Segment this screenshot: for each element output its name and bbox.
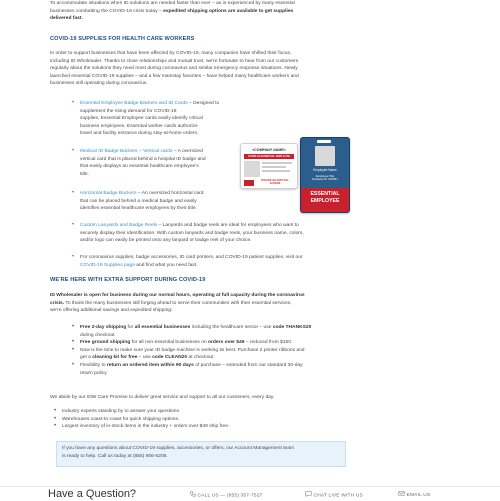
promise-text: We abide by our IDW Care Promise to deliver great service and support to all our customers, every day. [50, 395, 275, 400]
section1-line: businesses still operating during coronavirus. [50, 81, 148, 87]
list-item [72, 190, 230, 213]
product-list [72, 190, 230, 213]
bullet-icon: • [54, 423, 57, 430]
product-desc: – An oversized horizontal card [137, 191, 204, 196]
covid-supplies-link[interactable]: COVID-19 Supplies page [80, 262, 135, 268]
callout-text [62, 445, 342, 460]
badge-photo-placeholder [315, 146, 335, 166]
intro-paragraph [50, 0, 370, 23]
lanyards-link[interactable]: Custom Lanyards and Badge Reels [80, 223, 158, 228]
product-desc: vertical card that is placed behind a hospital ID badge and [80, 156, 206, 162]
section1-line: In order to support businesses that have been affected by COVID-19, many companies have shifted their focus, [50, 51, 292, 56]
callout-line: If you have any questions about COVID-19 supplies, accessories, or offers, our Account Management team [62, 446, 295, 451]
promise-item: Industry experts standing by to answer your questions. [62, 409, 181, 414]
bullet-icon: • [72, 324, 75, 330]
list-item [54, 408, 352, 416]
intro-line: businesses combatting the COVID-19 crisis today – [50, 8, 162, 14]
bullet-icon: • [54, 415, 57, 422]
offer-text: – reduced from $150 [244, 340, 291, 346]
product-desc: – Designed to supplement the rising demand for COVID-19 [80, 101, 220, 114]
badge-line [262, 170, 290, 172]
offer-text: Free 2-day shipping [80, 325, 127, 330]
badge-employee-id: Employee ID: 1234567 [312, 178, 338, 181]
intro-line: To accommodate situations when ID solutions are needed faster than ever – as is experienced by many essential [50, 1, 295, 6]
list-item [72, 361, 370, 377]
call-us-label: CALL US — (855) 357-7527 [197, 493, 263, 499]
footer-bar [0, 486, 500, 501]
offer-text: Flexibility to [80, 362, 107, 368]
badge-employee-title: Employee Title [315, 174, 335, 178]
list-item [72, 100, 230, 138]
section1-line: including ID Wholesaler. Thanks to close relationships and mutual trust, we're fortunate to hear from our customers [50, 58, 299, 64]
bullet-icon: • [72, 190, 75, 196]
promise-item: Warehouses coast-to-coast for quick shipping options. [62, 416, 180, 422]
bullet-icon: • [72, 100, 75, 106]
list-item [72, 148, 230, 178]
product-list [72, 222, 370, 245]
offer-text: – use [137, 355, 153, 361]
intro-bold: delivered fast. [50, 16, 83, 22]
product-desc: that easily displays an essential healthcare employee's [80, 164, 199, 170]
badge-big-text: ESSENTIAL [310, 191, 340, 197]
section-heading-extra-support: WE'RE HERE WITH EXTRA SUPPORT DURING COVID-19 [50, 277, 206, 283]
product-desc: travel and facility entrance during stay-at-home orders. [80, 131, 199, 137]
offer-text: get a [80, 355, 93, 361]
email-label: EMAIL US [406, 492, 431, 498]
offer-text: all essential businesses [134, 325, 191, 330]
product-desc: and find what you need fast. [136, 262, 198, 268]
vertical-badge-image [300, 137, 350, 213]
product-list [72, 148, 230, 178]
list-item [54, 423, 352, 431]
offer-text: return policy [80, 370, 107, 376]
offer-text: for [126, 325, 135, 330]
envelope-icon [398, 491, 405, 498]
offer-text: orders over $49 [208, 340, 245, 346]
essential-employee-link[interactable]: Essential Employee Badge Backers and ID Cards [80, 101, 188, 106]
badge-employee-name: Employee Name [313, 168, 337, 172]
chat-icon [305, 491, 312, 499]
product-desc: – Lanyards and badge reels are ideal for employees who want to [158, 223, 299, 228]
product-desc: and/or logo can easily be printed onto any lanyard or badge reel of your choice. [80, 238, 252, 244]
list-item [72, 254, 380, 269]
offer-text: at checkout [187, 355, 214, 361]
callout-box [56, 441, 346, 467]
product-desc: For coronavirus supplies, badge accessories, ID card printers, and COVID-19 patient supplies, visit our [80, 255, 303, 260]
bullet-icon: • [72, 346, 75, 353]
section2-bold: crisis. [50, 300, 65, 306]
section1-line: launched essential COVID-19 supplies – and a few mainstay favorites – have helped many healthcare workers and [50, 73, 299, 79]
section2-paragraph [50, 292, 380, 315]
badge-photo-placeholder [244, 161, 260, 177]
offer-text: of purchase – extended from our standard 30-day [193, 362, 303, 368]
product-desc: business employees. Essential worker cards authorize [80, 123, 198, 129]
bullet-icon: • [72, 339, 75, 346]
list-item [72, 222, 370, 245]
list-item [72, 324, 370, 339]
badge-line [262, 166, 286, 168]
section1-line: regularly about the solutions they need most during coronavirus and similar emergency response situations. Newly [50, 66, 298, 72]
product-desc: securely display their identification. With custom lanyards and badge reels, your business name, colors, [80, 230, 304, 236]
phone-icon [190, 491, 196, 499]
product-desc: that can be placed behind a medical badge and easily [80, 198, 197, 204]
offer-text: Now is the time to make sure your ID badge machine is working its best. Purchase 2 printer ribbons and [80, 347, 305, 353]
offer-text: including the healthcare sector – use [190, 325, 273, 330]
offer-text: Free ground shipping [80, 340, 131, 346]
bullet-icon: • [72, 254, 75, 260]
list-item [72, 339, 370, 347]
list-item [54, 415, 352, 424]
section2-text: To thank the many businesses still forging ahead to serve their communities with their essential services, [65, 300, 292, 306]
product-list [72, 254, 380, 269]
chat-label: CHAT LIVE WITH US [313, 493, 363, 499]
email-link[interactable] [398, 491, 430, 498]
product-list [72, 100, 230, 138]
callout-line: is ready to help. Call us today at (855) 906-5205. [62, 453, 168, 459]
horizontal-badge-image [240, 143, 298, 189]
offer-text: during checkout [80, 332, 115, 338]
badge-logo [244, 180, 254, 186]
horizontal-badge-link[interactable]: Horizontal Badge Backers [80, 191, 137, 196]
chat-link[interactable] [305, 491, 363, 499]
product-desc: identifies essential healthcare employees by their title. [80, 206, 197, 212]
offers-list [72, 324, 370, 377]
list-item [72, 346, 370, 362]
product-desc: supplies, Essential Employee cards easily identify critical [80, 116, 203, 122]
badge-line [262, 162, 292, 164]
offer-text: for all non-essential businesses on [130, 340, 209, 346]
promise-item: Largest inventory of in-stock items in the industry + orders over $49 ship free. [62, 424, 230, 430]
bullet-icon: • [72, 222, 75, 228]
section1-paragraph [50, 50, 370, 88]
offer-text: code CLEAN20 [152, 355, 188, 361]
bullet-icon: • [72, 361, 75, 368]
badge-slot [317, 140, 331, 143]
offer-text: code THANKS20 [272, 325, 312, 330]
intro-bold: expedited shipping options are available to get supplies [163, 8, 294, 14]
section-heading-covid-supplies: COVID-19 SUPPLIES FOR HEALTH CARE WORKERS [50, 36, 195, 42]
promise-list [54, 408, 352, 431]
badge-big-text: EMPLOYEE [310, 198, 340, 204]
product-desc: title. [80, 171, 89, 177]
bullet-icon: • [72, 148, 75, 154]
call-us-link[interactable] [190, 491, 262, 499]
medical-badge-link[interactable]: Medical ID Badge Backers – Vertical cards [80, 149, 173, 154]
badge-sub: COVID-19 ESSENTIAL EMPLOYEE [244, 154, 294, 159]
badge-footer: PLEASE ALLOW FULL ACCESS [261, 179, 289, 185]
badge-company: <COMPANY NAME> [252, 148, 286, 152]
offer-text: cleaning kit for free [92, 355, 138, 361]
footer-title: Have a Question? [48, 488, 137, 500]
section2-text: we're offering additional savings and expedited shipping: [50, 308, 173, 314]
offer-text: return an ordered item within 90 days [106, 362, 194, 368]
product-desc: – A oversized [173, 149, 203, 154]
section2-bold: ID Wholesaler is open for business during our normal hours, operating at full capacity during the coronavirus [50, 293, 305, 298]
bullet-icon: • [54, 408, 57, 414]
